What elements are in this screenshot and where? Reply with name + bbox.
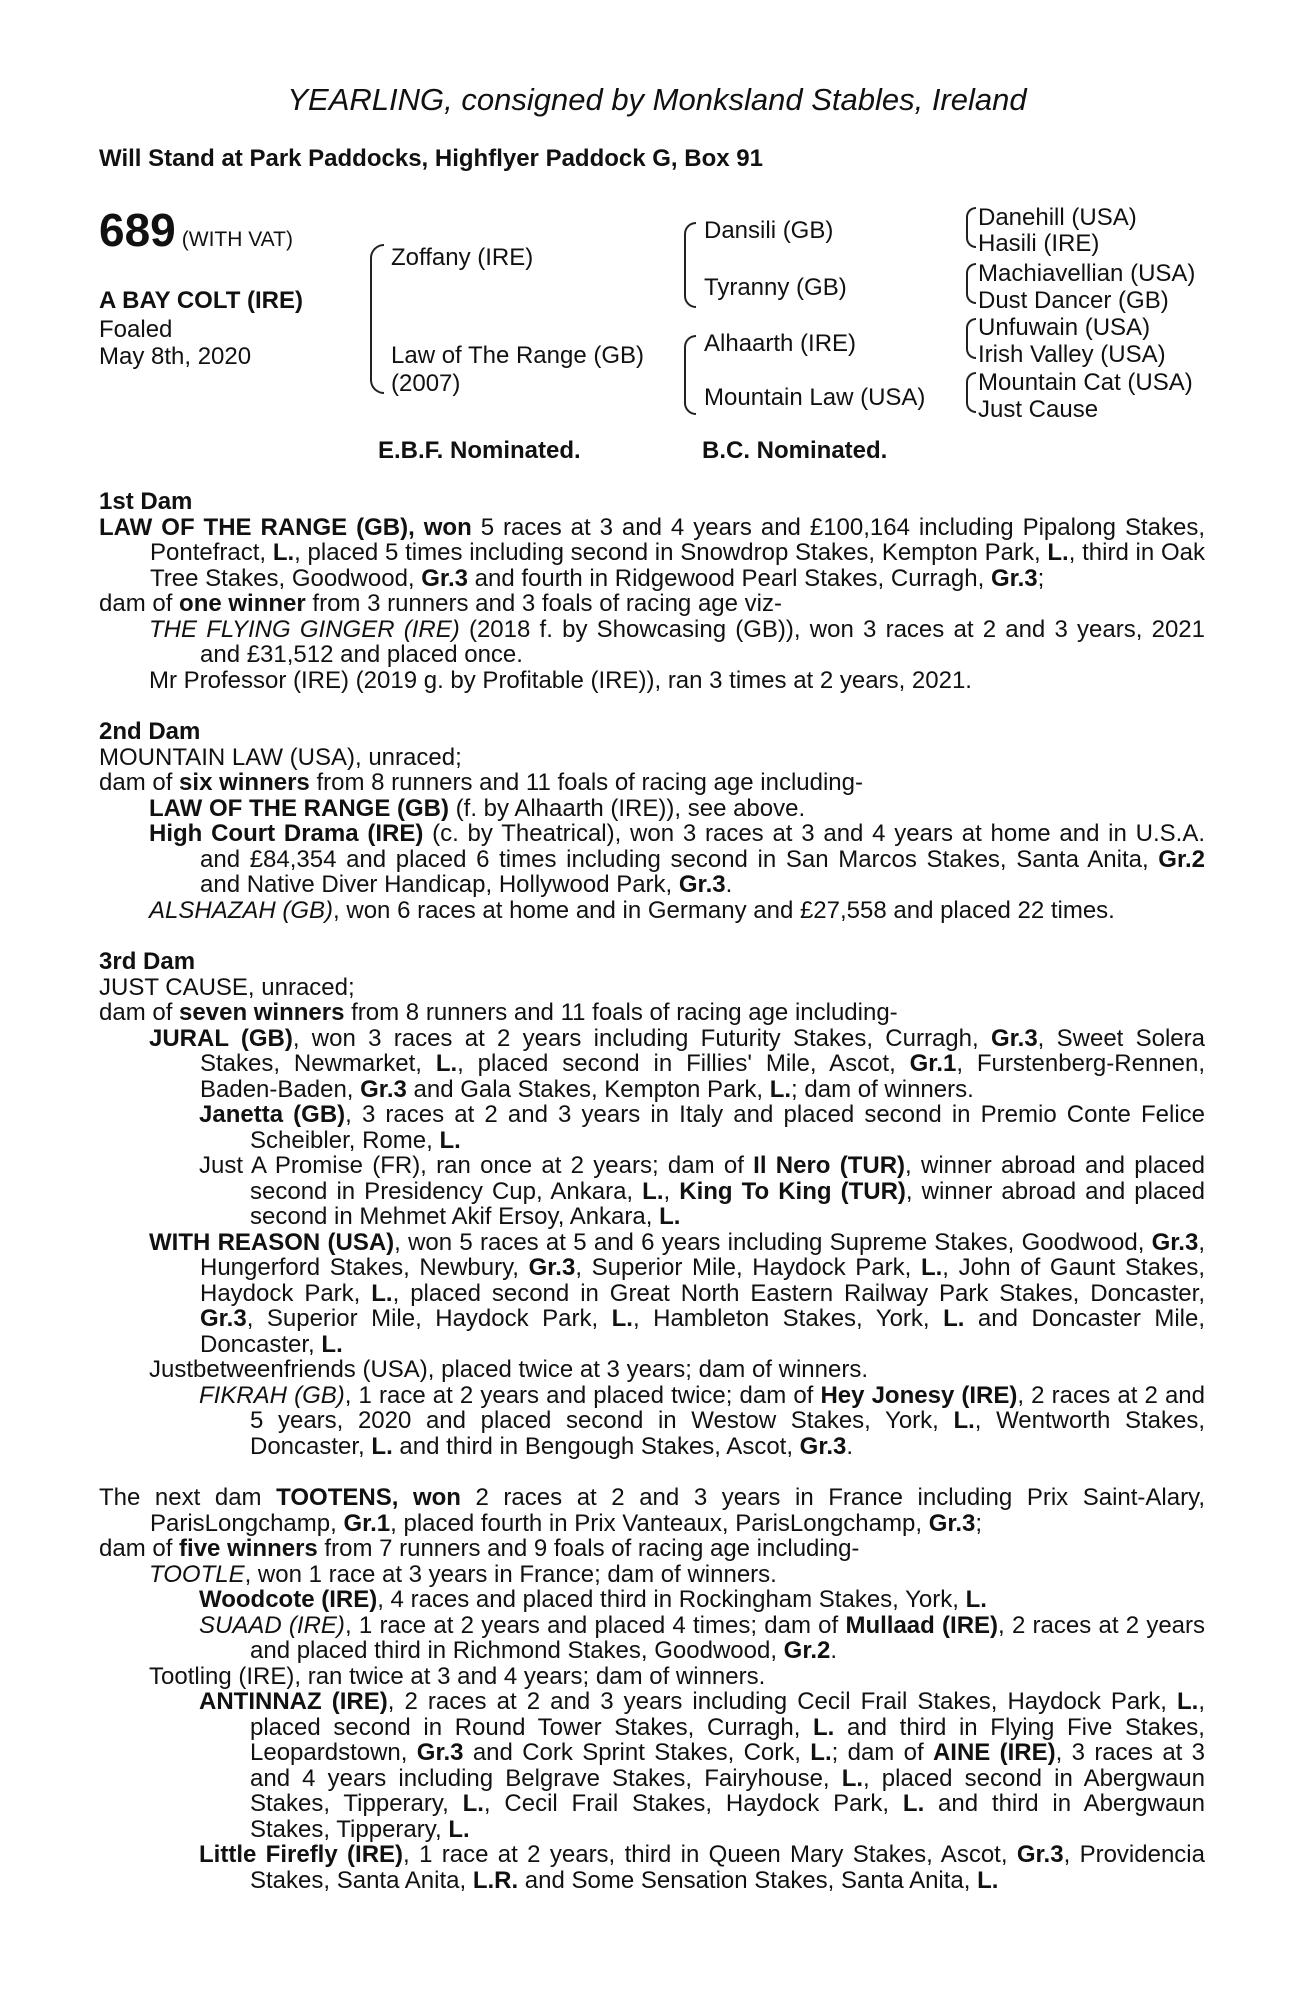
race-grade: L. [841, 1764, 864, 1792]
pedigree-g1: Danehill (USA) [978, 204, 1137, 231]
race-grade: L. [462, 1790, 484, 1817]
record-text: and Doncaster Mile, Doncaster, [200, 1305, 1206, 1358]
record-text: and third in Flying Five Stakes, Leopardstown, [250, 1713, 1205, 1766]
record-text: dam of [99, 590, 180, 617]
horse-name: Hey Jonesy (IRE) [820, 1381, 1018, 1409]
race-grade: L. [642, 1177, 664, 1205]
race-grade: L. [439, 1126, 461, 1154]
record-text: , placed second in Abergwaun Stakes, Tipperary, [250, 1764, 1205, 1817]
record-text: and third in Bengough Stakes, Ascot, [392, 1432, 793, 1460]
record-text: and Gala Stakes, Kempton Park, [406, 1075, 764, 1103]
first-dam-heading: 1st Dam [99, 488, 193, 515]
produce-entry [99, 1587, 1205, 1613]
horse-name: FIKRAH (GB) [199, 1381, 345, 1409]
pedigree-dam-dam: Mountain Law (USA) [704, 384, 926, 411]
record-text: ; [975, 1509, 983, 1537]
record-text: , John of Gaunt Stakes, Haydock Park, [200, 1254, 1205, 1307]
horse-name: WITH REASON (USA) [149, 1228, 395, 1256]
second-dam-produce-summary [99, 770, 1205, 796]
race-grade: Gr.3 [799, 1432, 847, 1460]
race-grade: L. [1177, 1688, 1199, 1715]
pedigree-sire-dam: Tyranny (GB) [704, 274, 847, 301]
foaled-date: May 8th, 2020 [99, 343, 252, 370]
record-text: Just A Promise (FR), ran once at 2 years; dam of [199, 1152, 754, 1179]
record-text: , Furstenberg-Rennen, Baden-Baden, [200, 1050, 1206, 1103]
horse-name: Mullaad (IRE) [845, 1611, 999, 1639]
race-grade: Gr.3 [1151, 1228, 1199, 1256]
produce-entry [99, 1102, 1205, 1153]
pedigree-sire: Zoffany (IRE) [391, 244, 534, 271]
second-dam-heading: 2nd Dam [99, 718, 201, 745]
record-text: from 7 runners and 9 foals of racing age including- [317, 1535, 860, 1562]
record-text: , won 3 races at 2 years including Futurity Stakes, Curragh, [292, 1024, 979, 1052]
record-text: , Sweet Solera Stakes, Newmarket, [200, 1024, 1205, 1077]
produce-entry [99, 1230, 1205, 1358]
record-text: dam of [99, 769, 180, 796]
race-grade: Gr.3 [990, 1024, 1038, 1052]
record-text: , won 6 races at home and in Germany and £27,558 and placed 22 times. [333, 896, 1115, 924]
record-text: 2 races at 2 and 3 years in France including Prix Saint-Alary, ParisLongchamp, [150, 1484, 1205, 1537]
produce-entry [99, 796, 1205, 822]
record-text: , third in Oak Tree Stakes, Goodwood, [150, 539, 1205, 592]
record-text: and Some Sensation Stakes, Santa Anita, [518, 1866, 971, 1894]
produce-entry [99, 1153, 1205, 1230]
horse-name: Il Nero (TUR) [753, 1152, 906, 1179]
record-text: ; dam of winners. [791, 1075, 974, 1103]
race-grade: Gr.3 [990, 564, 1038, 592]
produce-entry [99, 1383, 1205, 1460]
consignor-title: YEARLING, consigned by Monksland Stables, Ireland [287, 82, 1027, 117]
record-text: , placed second in Round Tower Stakes, Curragh, [250, 1688, 1206, 1741]
horse-name: TOOTLE [149, 1560, 245, 1588]
race-grade: L. [943, 1305, 965, 1332]
foaled-label: Foaled [99, 316, 173, 343]
record-text: (2018 f. by Showcasing (GB)), won 3 races at 2 and 3 years, 2021 and £31,512 and placed once. [200, 615, 1205, 668]
third-dam-record: JUST CAUSE, unraced; [99, 973, 355, 1001]
produce-entry [99, 898, 1205, 924]
record-text: , Superior Mile, Haydock Park, [575, 1254, 912, 1281]
pedigree-g6: Irish Valley (USA) [978, 341, 1166, 368]
record-text: , [663, 1177, 671, 1205]
pedigree-g4: Dust Dancer (GB) [978, 287, 1169, 314]
pedigree-sire-sire: Dansili (GB) [704, 217, 834, 244]
record-text: , 3 races at 2 and 3 years in Italy and placed second in Premio Conte Felice Scheibler, Rome, [250, 1101, 1205, 1154]
first-dam-record [99, 515, 1205, 592]
pedigree-g8: Just Cause [978, 396, 1099, 423]
record-text: , Wentworth Stakes, Doncaster, [250, 1407, 1205, 1460]
record-text: from 3 runners and 3 foals of racing age viz- [305, 590, 782, 617]
race-grade: L. [953, 1407, 975, 1434]
horse-name: SUAAD (IRE) [199, 1611, 345, 1639]
race-grade: L. [611, 1305, 633, 1332]
race-grade: Gr.3 [421, 564, 468, 592]
record-text: , won 1 race at 3 years in France; dam of winners. [244, 1560, 777, 1588]
race-grade: L. [769, 1075, 792, 1103]
record-text: , placed 5 times including second in Snowdrop Stakes, Kempton Park, [294, 539, 1041, 566]
race-grade: Gr.3 [200, 1305, 247, 1332]
produce-entry [99, 1613, 1205, 1664]
record-text: . [830, 1637, 838, 1664]
winners-count: six winners [179, 769, 310, 796]
record-text: ; dam of [831, 1739, 933, 1766]
pedigree-brace-g4 [966, 372, 976, 413]
race-grade: L. [448, 1815, 470, 1843]
pedigree-brace-main [370, 244, 384, 394]
section-gap [99, 1459, 1205, 1485]
record-text: and Native Diver Handicap, Hollywood Park, [200, 871, 673, 898]
pedigree-brace-dam [684, 335, 696, 415]
produce-entry [99, 1689, 1205, 1842]
race-grade: L.R. [472, 1866, 519, 1894]
race-grade: L. [659, 1203, 681, 1230]
next-dam-record [99, 1485, 1205, 1536]
lot-number-block [99, 206, 293, 264]
horse-name: LAW OF THE RANGE (GB) [149, 794, 449, 822]
race-grade: L. [272, 539, 295, 566]
horse-name: Woodcote (IRE) [199, 1586, 378, 1613]
winners-count: five winners [179, 1535, 318, 1562]
pedigree-brace-g1 [966, 207, 976, 248]
lot-name: A BAY COLT (IRE) [99, 287, 304, 314]
produce-entry [99, 821, 1205, 898]
pedigree-dam: Law of The Range (GB) [391, 342, 645, 369]
record-text: dam of [99, 1535, 180, 1562]
record-text: , Superior Mile, Haydock Park, [246, 1305, 599, 1332]
catalogue-body [99, 489, 1205, 1893]
horse-name: TOOTENS [276, 1484, 392, 1511]
horse-name: Janetta (GB) [199, 1101, 346, 1128]
race-grade: L. [1047, 539, 1069, 566]
second-dam-record: MOUNTAIN LAW (USA), unraced; [99, 743, 462, 771]
horse-name: JURAL (GB) [149, 1024, 293, 1052]
produce-entry [99, 1842, 1205, 1893]
record-text: , 2 races at 2 and 3 years including Cecil Frail Stakes, Haydock Park, [387, 1688, 1167, 1715]
winners-count: seven winners [179, 999, 345, 1026]
record-text: , winner abroad and placed second in Presidency Cup, Ankara, [250, 1152, 1205, 1205]
record-text: and third in Abergwaun Stakes, Tipperary, [250, 1790, 1205, 1843]
stand-location: Will Stand at Park Paddocks, Highflyer Paddock G, Box 91 [99, 145, 763, 172]
race-grade: L. [920, 1254, 943, 1281]
race-grade: L. [977, 1866, 999, 1894]
horse-name: ALSHAZAH (GB) [149, 896, 334, 924]
record-text: (f. by Alhaarth (IRE)), see above. [448, 794, 806, 822]
won-label: , won [391, 1484, 461, 1511]
won-label: , won [408, 513, 472, 541]
section-gap [99, 923, 1205, 949]
record-text: , placed second in Fillies' Mile, Ascot, [457, 1050, 896, 1077]
third-dam-produce-summary [99, 1000, 1205, 1026]
first-dam-produce-summary [99, 591, 1205, 617]
record-text: , placed second in Great North Eastern Railway Park Stakes, Doncaster, [392, 1279, 1205, 1307]
ebf-nominated: E.B.F. Nominated. [378, 437, 581, 464]
race-grade: L. [435, 1050, 458, 1077]
race-grade: L. [321, 1330, 343, 1358]
pedigree-brace-g3 [966, 318, 976, 359]
record-text: , 3 races at 3 and 4 years including Belgrave Stakes, Fairyhouse, [250, 1739, 1206, 1792]
horse-name: AINE (IRE) [932, 1739, 1056, 1766]
record-text: from 8 runners and 11 foals of racing age including- [309, 769, 863, 796]
record-text: . [725, 871, 733, 898]
pedigree-g7: Mountain Cat (USA) [978, 369, 1193, 396]
race-grade: L. [810, 1739, 832, 1766]
produce-entry [99, 617, 1205, 668]
race-grade: Gr.3 [928, 1509, 976, 1537]
record-text: , winner abroad and placed second in Mehmet Akif Ersoy, Ankara, [250, 1177, 1205, 1230]
horse-name: ANTINNAZ (IRE) [199, 1688, 388, 1715]
third-dam-heading: 3rd Dam [99, 948, 196, 975]
produce-entry: Tootling (IRE), ran twice at 3 and 4 years; dam of winners. [149, 1662, 766, 1690]
race-grade: L. [965, 1586, 987, 1613]
vat-note: (WITH VAT) [181, 228, 293, 251]
produce-entry: Justbetweenfriends (USA), placed twice at 3 years; dam of winners. [149, 1356, 868, 1383]
dam-name: LAW OF THE RANGE (GB) [99, 513, 409, 541]
record-text: from 8 runners and 11 foals of racing age including- [344, 999, 898, 1026]
section-gap [99, 693, 1205, 719]
record-text: , 1 race at 2 years and placed 4 times; dam of [344, 1611, 846, 1639]
race-grade: Gr.3 [416, 1739, 464, 1766]
record-text: , Providencia Stakes, Santa Anita, [250, 1841, 1205, 1894]
record-text: The next dam [99, 1484, 277, 1511]
race-grade: Gr.1 [909, 1050, 957, 1077]
record-text: , Cecil Frail Stakes, Haydock Park, [483, 1790, 890, 1817]
race-grade: Gr.2 [1158, 845, 1205, 873]
pedigree-brace-sire [684, 222, 696, 308]
race-grade: L. [902, 1790, 925, 1817]
produce-entry [99, 1026, 1205, 1103]
race-grade: Gr.3 [678, 871, 726, 898]
horse-name: THE FLYING GINGER (IRE) [149, 615, 460, 643]
record-text: dam of [99, 999, 180, 1026]
record-text: (c. by Theatrical), won 3 races at 3 and 4 years at home and in U.S.A. and £84,354 and placed 6 times including second in San Marcos Stakes, Santa Anita, [200, 820, 1205, 873]
record-text: , 1 race at 2 years, third in Queen Mary Stakes, Ascot, [403, 1841, 1008, 1868]
record-text: and fourth in Ridgewood Pearl Stakes, Curragh, [467, 564, 985, 592]
pedigree-dam-year: (2007) [391, 370, 461, 397]
record-text: and Cork Sprint Stakes, Cork, [463, 1739, 801, 1766]
race-grade: L. [813, 1713, 835, 1741]
race-grade: Gr.2 [783, 1637, 831, 1664]
horse-name: High Court Drama (IRE) [149, 820, 424, 847]
pedigree-g5: Unfuwain (USA) [978, 314, 1151, 341]
foaled-info [99, 316, 251, 370]
record-text: . [846, 1432, 854, 1460]
bc-nominated: B.C. Nominated. [702, 437, 888, 464]
record-text: 5 races at 3 and 4 years and £100,164 including Pipalong Stakes, Pontefract, [150, 513, 1206, 566]
produce-entry: Mr Professor (IRE) (2019 g. by Profitable (IRE)), ran 3 times at 2 years, 2021. [149, 666, 972, 694]
record-text: ; [1037, 564, 1045, 592]
record-text: , 4 races and placed third in Rockingham Stakes, York, [377, 1586, 959, 1613]
record-text: , 1 race at 2 years and placed twice; dam of [344, 1381, 821, 1409]
next-dam-produce-summary [99, 1536, 1205, 1562]
pedigree-g2: Hasili (IRE) [978, 230, 1100, 257]
record-text: , 2 races at 2 and 5 years, 2020 and placed second in Westow Stakes, York, [250, 1381, 1205, 1434]
winners-count: one winner [179, 590, 306, 617]
horse-name: King To King (TUR) [679, 1177, 906, 1205]
race-grade: Gr.3 [528, 1254, 576, 1281]
record-text: , Hambleton Stakes, York, [632, 1305, 930, 1332]
record-text: , 2 races at 2 years and placed third in Richmond Stakes, Goodwood, [250, 1611, 1206, 1664]
race-grade: L. [371, 1279, 393, 1307]
race-grade: Gr.3 [360, 1075, 407, 1103]
race-grade: L. [371, 1432, 393, 1460]
pedigree-g3: Machiavellian (USA) [978, 260, 1196, 287]
record-text: , placed fourth in Prix Vanteaux, ParisLongchamp, [390, 1509, 923, 1537]
race-grade: Gr.3 [1016, 1841, 1064, 1868]
pedigree-brace-g2 [966, 263, 976, 304]
lot-number: 689 [99, 204, 176, 256]
record-text: , won 5 races at 5 and 6 years including Supreme Stakes, Goodwood, [394, 1228, 1145, 1256]
record-text: , Hungerford Stakes, Newbury, [200, 1228, 1205, 1281]
race-grade: Gr.1 [343, 1509, 391, 1537]
produce-entry [99, 1562, 1205, 1588]
pedigree-dam-sire: Alhaarth (IRE) [704, 330, 857, 357]
horse-name: Little Firefly (IRE) [199, 1841, 404, 1868]
